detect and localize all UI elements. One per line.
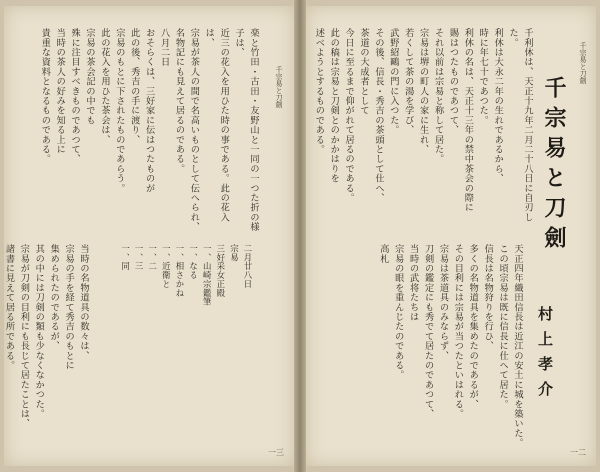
left-running-head: 千宗易と刀劍 — [275, 66, 283, 108]
left-folio: 一三 — [268, 448, 284, 457]
article-title: 千宗易と刀劍 — [541, 76, 567, 256]
right-folio: 一二 — [570, 448, 586, 457]
author-name: 村上孝介 — [536, 306, 554, 406]
left-upper-text: 楽と竹田・古田・友野山と一同の一つた折の様子は、 近三の花入を用ひた時の事である。此の花入は、 宗易が茶人の間で名高いものとして伝へられ、 名物記にも見えて居るのである。 八月二日 おそらくは、三好家に伝はつたものが 此の後、秀吉の手に渡り、 宗易のもとに下されたものであらう。 此の花入を用ひた茶会は、 宗易の茶会記の中でも 殊に注目すべきものであつて、 当時の茶人の好みを知る上に 貴重な資料となるものである。 — [39, 28, 259, 232]
right-upper-text: 千利休は、天正十九年二月二十八日に自刃した。 利休は大永二年の生れであるから、 時に年七十であつた。 利休の名は、天正十三年の禁中茶会の際に 賜はつたものであつて、 それ以前は宗易と称して居た。 宗易は堺の町人の家に生れ、 若くして茶の湯を学び、 武野紹鷗の門に入つた。 その後、信長・秀吉の茶頭として仕へ、 茶道の大成者として 今日に至るまで仰がれて居るのである。 此の稿は宗易と刀剣とのかかはりを 述べようとするものである。 — [313, 28, 533, 222]
letter-list: 二月廿八日 宗易 三好采女正殿 一、山崎宗鑑筆 一、なる 一、相さかね 一、近衛と 一、二 一、三 一、同 — [120, 244, 253, 307]
right-lower-text: 天正四年織田信長は近江の安土に城を築いた。 この頃宗易は既に信長に仕へて居た。 信長は名物狩りを行ひ、 多くの名物道具を集めたのであるが、 その目利には宗易が当つたといはれる。 宗易は茶道具のみならず、 刀剣の鑑定にも秀でて居たのであつて、 当時の武将たちは 宗易の眼を重んじたのである。 高札 — [377, 244, 523, 448]
book-gutter — [294, 0, 306, 472]
right-running-head: 千宗易と刀劍 — [579, 42, 587, 84]
left-lower-text: 当時の名物道具の数々は、 宗易の手を経て秀吉のもとに 集められたのであるが、 其の中には刀剣の類も少なくなかつた。 宗易が刀剣の目利にも長じて居たことは、 諸書に見えて居る所である。 — [3, 244, 89, 429]
left-page — [4, 6, 294, 466]
right-page — [306, 6, 596, 466]
